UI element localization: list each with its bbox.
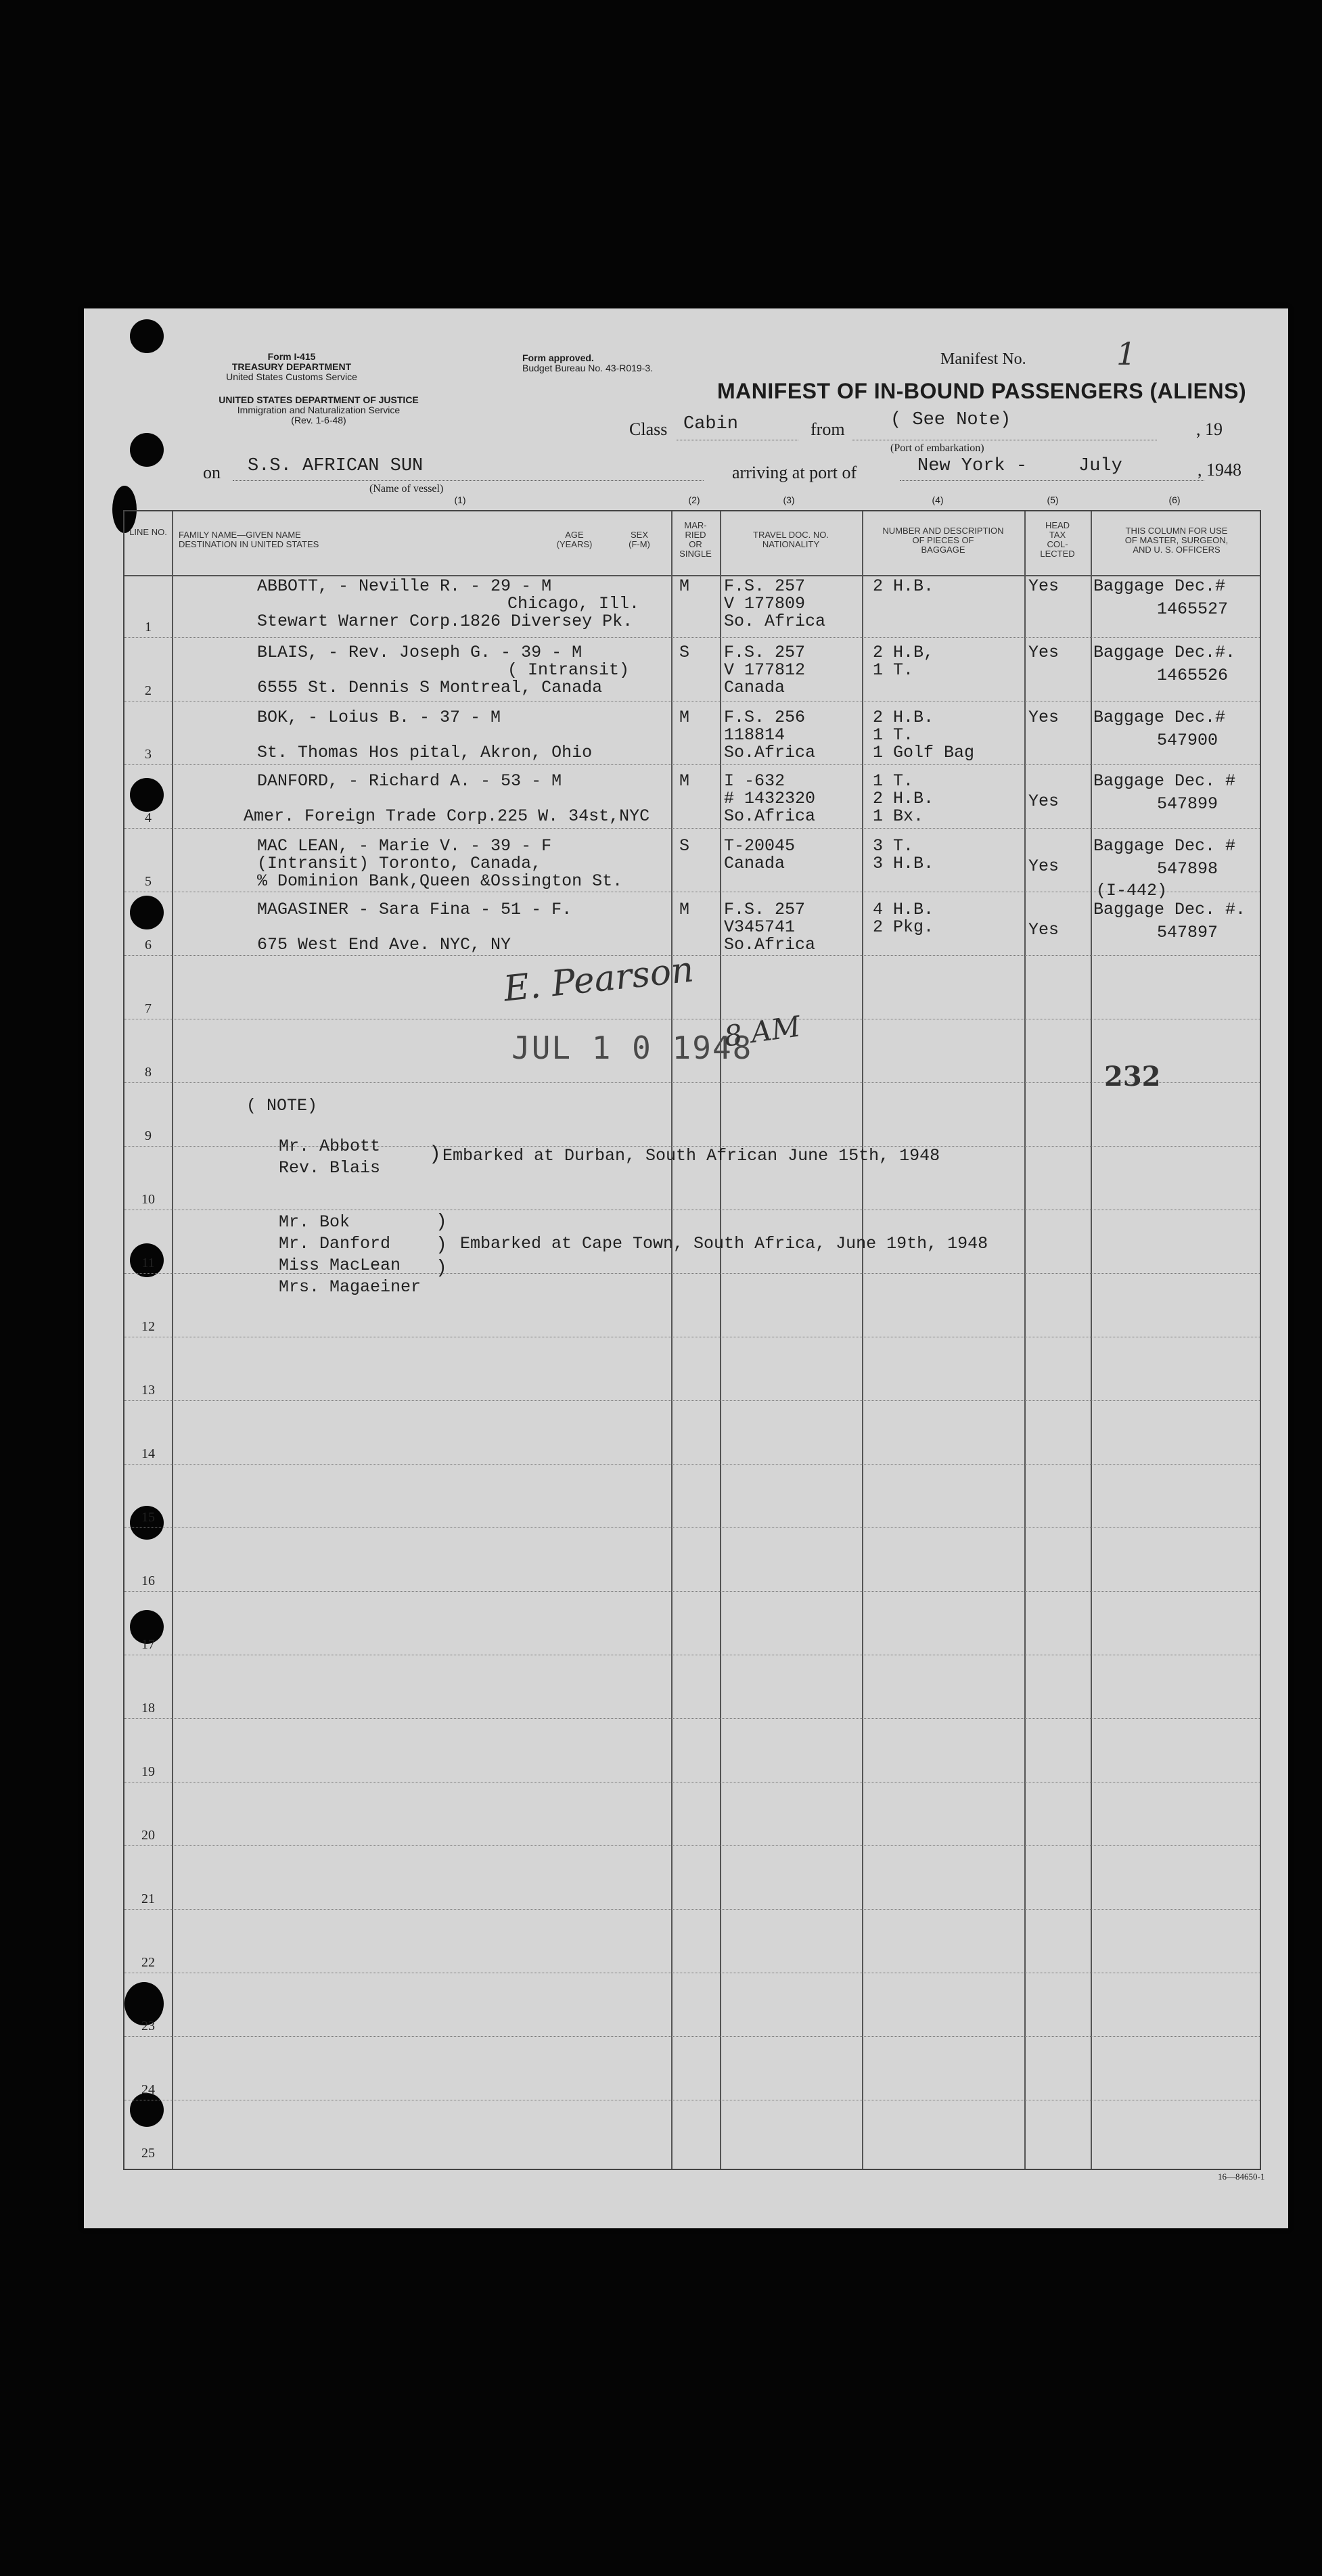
page-count: 232 (1104, 1061, 1161, 1092)
arrival-month: July (1078, 456, 1122, 476)
header-sex: SEX (F-M) (629, 530, 650, 549)
line-number: 16 (141, 1573, 155, 1588)
line-number: 24 (141, 2082, 155, 2097)
baggage-declaration-number: 547898 (1157, 859, 1218, 879)
nationality: Canada (724, 678, 785, 697)
header-head-tax: HEAD TAX COL- LECTED (1040, 520, 1075, 559)
line-number: 20 (141, 1828, 155, 1843)
marital-status: S (679, 836, 690, 856)
manifest-no-label: Manifest No. (940, 350, 1026, 368)
passenger-name-line: MAGASINER - Sara Fina - 51 - F. (257, 900, 572, 919)
line-number: 8 (145, 1065, 152, 1080)
line-number: 25 (141, 2146, 155, 2161)
baggage-declaration-label: Baggage Dec. #. (1093, 900, 1246, 919)
budget-block (522, 353, 653, 373)
line-number: 12 (141, 1319, 155, 1334)
baggage-line: 4 H.B. (873, 900, 934, 919)
baggage-declaration-label: Baggage Dec.# (1093, 708, 1226, 727)
baggage-declaration-label: Baggage Dec. # (1093, 836, 1236, 856)
passenger-city-line: ( Intransit) (507, 660, 630, 680)
col-divider (671, 511, 673, 2169)
baggage-declaration-number: 1465526 (1157, 666, 1229, 685)
head-tax-collected: Yes (1028, 791, 1059, 811)
baggage-line: 2 H.B, (873, 643, 934, 662)
nationality: So.Africa (724, 935, 816, 954)
nationality: So. Africa (724, 612, 826, 631)
row-divider (124, 1464, 1260, 1465)
row-divider (124, 1591, 1260, 1592)
form-header-left (200, 352, 383, 382)
punch-hole (130, 319, 164, 353)
form-approved: Form approved. (522, 352, 594, 363)
row-divider (124, 1082, 1260, 1083)
nationality: So.Africa (724, 743, 816, 762)
note-group2-name: Mrs. Magaeiner (279, 1277, 421, 1297)
header-officers: THIS COLUMN FOR USE OF MASTER, SURGEON, AND U. S. OFFICERS (1124, 526, 1229, 555)
note-bracket: ) (429, 1143, 442, 1166)
line-number: 22 (141, 1955, 155, 1970)
travel-doc-line: V 177809 (724, 594, 806, 614)
col-number: (3) (783, 495, 795, 505)
baggage-line: 2 Pkg. (873, 917, 934, 937)
officer-note: (I-442) (1096, 881, 1168, 900)
row-divider (124, 1718, 1260, 1719)
arrival-port: New York - (917, 456, 1028, 476)
row-divider (124, 637, 1260, 638)
note-heading: ( NOTE) (246, 1096, 318, 1116)
row-divider (124, 828, 1260, 829)
travel-doc-line: F.S. 257 (724, 576, 806, 596)
travel-doc-line: T-20045 (724, 836, 796, 856)
on-label: on (203, 463, 221, 482)
marital-status: M (679, 708, 690, 727)
passenger-name-line: BOK, - Loius B. - 37 - M (257, 708, 501, 727)
travel-doc-line: 118814 (724, 725, 785, 745)
arriving-label: arriving at port of (732, 463, 857, 482)
passenger-name-line: MAC LEAN, - Marie V. - 39 - F (257, 836, 552, 856)
note-group2-name: Mr. Danford (279, 1234, 391, 1254)
baggage-declaration-number: 547900 (1157, 731, 1218, 750)
marital-status: M (679, 900, 690, 919)
col-divider (720, 511, 721, 2169)
line-number: 23 (141, 2019, 155, 2033)
line-number: 19 (141, 1764, 155, 1779)
col-divider (172, 511, 173, 2169)
baggage-line: 3 H.B. (873, 854, 934, 873)
passenger-address-line: 675 West End Ave. NYC, NY (257, 935, 511, 954)
line-number: 7 (145, 1001, 152, 1016)
arrival-date-stamp: JUL 1 0 1948 (511, 1030, 753, 1066)
row-divider (124, 1400, 1260, 1401)
line-number: 15 (141, 1510, 155, 1525)
ins-service: Immigration and Naturalization Service (237, 405, 401, 415)
customs-service: United States Customs Service (226, 371, 357, 382)
vessel-name: S.S. AFRICAN SUN (248, 456, 424, 476)
port-embarkation-caption: (Port of embarkation) (890, 442, 984, 454)
arrival-year: , 1948 (1198, 460, 1241, 480)
header-age: AGE (YEARS) (556, 530, 593, 549)
manifest-title: MANIFEST OF IN-BOUND PASSENGERS (ALIENS) (717, 379, 1247, 403)
baggage-line: 1 T. (873, 660, 914, 680)
row-divider (124, 701, 1260, 702)
header-name: FAMILY NAME—GIVEN NAME DESTINATION IN UNITED STATES (179, 530, 319, 549)
passenger-name-line: ABBOTT, - Neville R. - 29 - M (257, 576, 552, 596)
line-number: 5 (145, 874, 152, 889)
col-number: (5) (1047, 495, 1059, 505)
travel-doc-line: # 1432320 (724, 789, 816, 808)
head-tax-collected: Yes (1028, 708, 1059, 727)
line-number: 2 (145, 683, 152, 698)
vessel-caption: (Name of vessel) (369, 483, 444, 495)
baggage-line: 3 T. (873, 836, 914, 856)
travel-doc-line: F.S. 257 (724, 643, 806, 662)
travel-doc-line: V345741 (724, 917, 796, 937)
manifest-no-value: 1 (1116, 336, 1137, 372)
line-number: 1 (145, 620, 152, 635)
punch-hole (130, 433, 164, 467)
line-number: 4 (145, 810, 152, 825)
marital-status: M (679, 576, 690, 596)
header-married: MAR- RIED OR SINGLE (679, 520, 712, 559)
col-divider (862, 511, 863, 2169)
travel-doc-line: F.S. 257 (724, 900, 806, 919)
budget-bureau: Budget Bureau No. 43-R019-3. (522, 363, 654, 373)
line-number: 11 (141, 1256, 155, 1270)
justice-department: UNITED STATES DEPARTMENT OF JUSTICE (219, 394, 419, 405)
header-line-no: LINE NO. (129, 527, 167, 537)
passenger-name-line: BLAIS, - Rev. Joseph G. - 39 - M (257, 643, 583, 662)
line-number: 21 (141, 1891, 155, 1906)
baggage-line: 2 H.B. (873, 708, 934, 727)
baggage-line: 1 T. (873, 771, 914, 791)
port-embarkation-value: ( See Note) (890, 410, 1011, 430)
passenger-city-line: Chicago, Ill. (507, 594, 640, 614)
class-label: Class (629, 419, 668, 439)
head-tax-collected: Yes (1028, 576, 1059, 596)
baggage-line: 1 Golf Bag (873, 743, 975, 762)
line-number: 17 (141, 1637, 155, 1652)
marital-status: M (679, 771, 690, 791)
note-group2-text: Embarked at Cape Town, South Africa, June 19th, 1948 (460, 1234, 988, 1254)
note-group1-text: Embarked at Durban, South African June 15th, 1948 (442, 1146, 940, 1166)
baggage-declaration-number: 547897 (1157, 923, 1218, 942)
travel-doc-line: I -632 (724, 771, 785, 791)
officer-signature: E. Pearson (501, 949, 696, 1010)
col-divider (1024, 511, 1026, 2169)
justice-header (200, 395, 437, 426)
row-divider (124, 1845, 1260, 1846)
note-bracket: ) ) ) (436, 1212, 447, 1279)
passenger-address-line: 6555 St. Dennis S Montreal, Canada (257, 678, 603, 697)
baggage-declaration-label: Baggage Dec.#. (1093, 643, 1236, 662)
nationality: So.Africa (724, 806, 816, 826)
head-tax-collected: Yes (1028, 856, 1059, 876)
row-divider (124, 2036, 1260, 2037)
from-label: from (811, 419, 845, 439)
baggage-line: 2 H.B. (873, 789, 934, 808)
baggage-line: 1 T. (873, 725, 914, 745)
row-divider (124, 1909, 1260, 1910)
line-number: 18 (141, 1701, 155, 1716)
class-value: Cabin (683, 414, 739, 434)
passenger-address-line: Stewart Warner Corp.1826 Diversey Pk. (257, 612, 633, 631)
col-number: (4) (932, 495, 944, 505)
row-divider (124, 1527, 1260, 1528)
col-number: (1) (454, 495, 466, 505)
stamp-initials: 8 AM (722, 1009, 803, 1053)
line-number: 13 (141, 1383, 155, 1398)
note-group1-name: Mr. Abbott (279, 1136, 381, 1156)
year-prefix: , 19 (1196, 419, 1223, 439)
passenger-name-line: DANFORD, - Richard A. - 53 - M (257, 771, 562, 791)
baggage-declaration-label: Baggage Dec.# (1093, 576, 1226, 596)
baggage-declaration-label: Baggage Dec. # (1093, 771, 1236, 791)
head-tax-collected: Yes (1028, 643, 1059, 662)
col-number: (6) (1168, 495, 1181, 505)
note-group2-name: Miss MacLean (279, 1256, 401, 1275)
baggage-declaration-number: 547899 (1157, 794, 1218, 814)
line-number: 9 (145, 1128, 152, 1143)
header-travel-doc: TRAVEL DOC. NO. NATIONALITY (753, 530, 829, 549)
col-divider (1091, 511, 1092, 2169)
baggage-declaration-number: 1465527 (1157, 599, 1229, 619)
vessel-underline (233, 480, 704, 481)
col-number: (2) (688, 495, 700, 505)
form-number: Form I-415 (267, 351, 316, 362)
passenger-address-line: % Dominion Bank,Queen &Ossington St. (257, 871, 623, 891)
treasury-department: TREASURY DEPARTMENT (231, 361, 352, 372)
line-number: 10 (141, 1192, 155, 1207)
form-revision: (Rev. 1-6-48) (291, 415, 346, 426)
row-divider (124, 764, 1260, 765)
note-group2-name: Mr. Bok (279, 1212, 350, 1232)
line-number: 6 (145, 938, 152, 952)
footer-code: 16—84650-1 (1218, 2171, 1265, 2182)
baggage-line: 1 Bx. (873, 806, 924, 826)
travel-doc-line: F.S. 256 (724, 708, 806, 727)
travel-doc-line: Canada (724, 854, 785, 873)
baggage-line: 2 H.B. (873, 576, 934, 596)
head-tax-collected: Yes (1028, 920, 1059, 940)
line-number: 14 (141, 1446, 155, 1461)
passenger-address-line: Amer. Foreign Trade Corp.225 W. 34st,NYC (244, 806, 650, 826)
passenger-address-line: St. Thomas Hos pital, Akron, Ohio (257, 743, 593, 762)
line-number: 3 (145, 747, 152, 762)
arrival-underline (900, 480, 1204, 481)
passenger-city-line: (Intransit) Toronto, Canada, (257, 854, 542, 873)
marital-status: S (679, 643, 690, 662)
travel-doc-line: V 177812 (724, 660, 806, 680)
header-baggage: NUMBER AND DESCRIPTION OF PIECES OF BAGGAGE (882, 526, 1004, 555)
note-group1-name: Rev. Blais (279, 1158, 381, 1178)
